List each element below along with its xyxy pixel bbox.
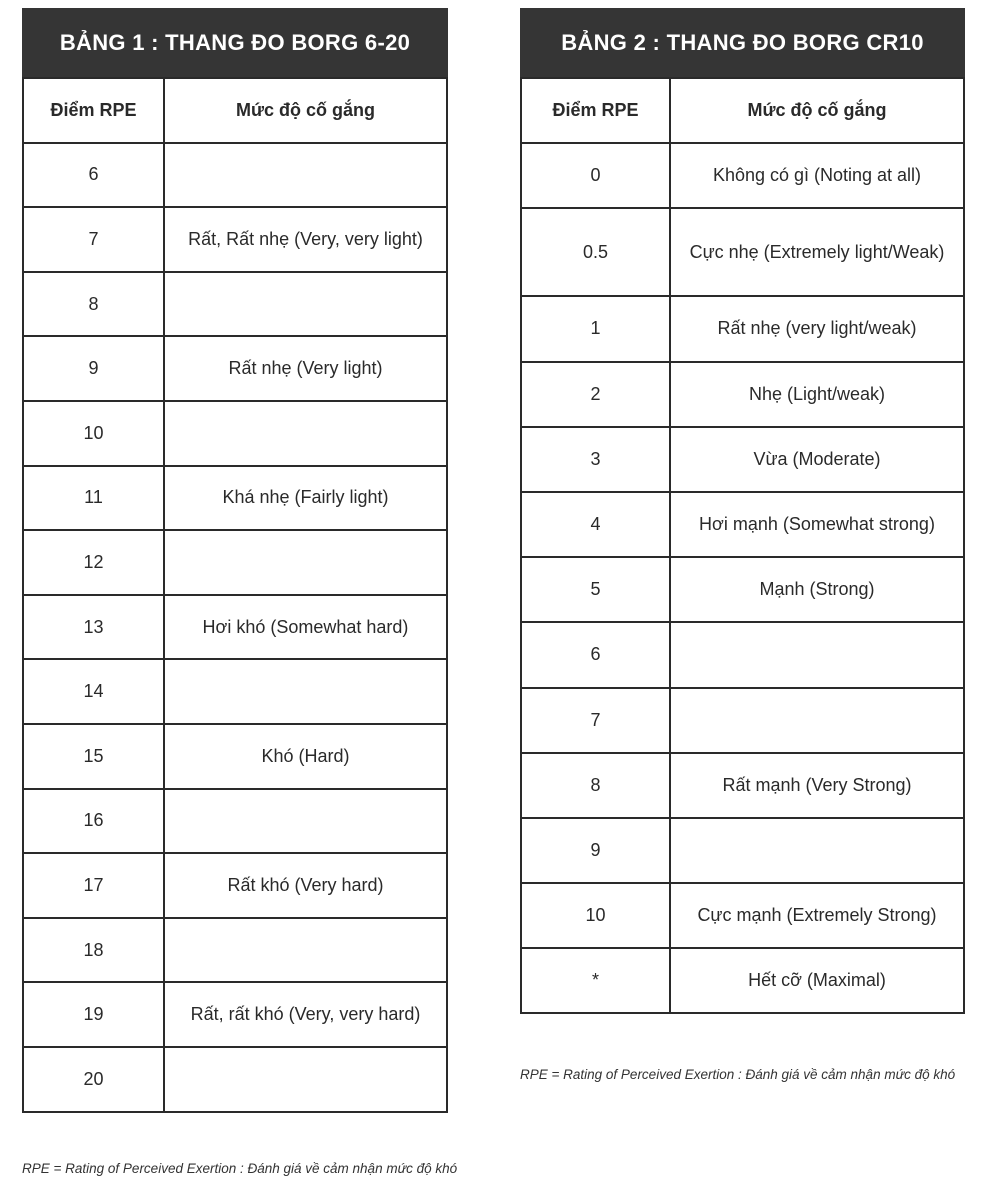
rpe-score-cell: 8: [23, 272, 164, 337]
rpe-score-cell: 4: [521, 492, 670, 557]
rpe-score-cell: 16: [23, 789, 164, 854]
effort-level-cell: Mạnh (Strong): [670, 557, 964, 622]
table-row: [23, 466, 447, 531]
effort-level-cell: Không có gì (Noting at all): [670, 143, 964, 208]
effort-level-cell: Khó (Hard): [164, 724, 447, 789]
effort-level-cell: [670, 688, 964, 753]
footnote: RPE = Rating of Perceived Exertion : Đánh giá về cảm nhận mức độ khó: [520, 1067, 956, 1082]
rpe-score-cell: 11: [23, 466, 164, 531]
table-row: [521, 948, 964, 1013]
table-row: [521, 622, 964, 687]
table-row: [521, 883, 964, 948]
table-row: [23, 401, 447, 466]
effort-level-cell: Rất nhẹ (Very light): [164, 336, 447, 401]
effort-level-cell: [164, 143, 447, 208]
table-row: [23, 789, 447, 854]
table-row: [521, 688, 964, 753]
table-row: [23, 530, 447, 595]
rpe-score-cell: 7: [521, 688, 670, 753]
rpe-score-cell: 0.5: [521, 208, 670, 296]
effort-level-cell: [164, 789, 447, 854]
rpe-score-cell: 10: [23, 401, 164, 466]
effort-level-cell: Vừa (Moderate): [670, 427, 964, 492]
table-grid: [520, 77, 965, 1014]
rpe-score-cell: 18: [23, 918, 164, 983]
borg-6-20-table: [22, 8, 448, 1113]
rpe-score-cell: 17: [23, 853, 164, 918]
effort-level-cell: Hơi khó (Somewhat hard): [164, 595, 447, 660]
effort-level-cell: [164, 401, 447, 466]
rpe-score-cell: 20: [23, 1047, 164, 1112]
table-row: [23, 595, 447, 660]
rpe-score-cell: 7: [23, 207, 164, 272]
column-header-rpe: Điểm RPE: [521, 78, 670, 143]
table-row: [23, 336, 447, 401]
rpe-score-cell: 15: [23, 724, 164, 789]
effort-level-cell: [164, 272, 447, 337]
effort-level-cell: Khá nhẹ (Fairly light): [164, 466, 447, 531]
table-row: [23, 659, 447, 724]
effort-level-cell: Rất mạnh (Very Strong): [670, 753, 964, 818]
effort-level-cell: Rất khó (Very hard): [164, 853, 447, 918]
effort-level-cell: Cực mạnh (Extremely Strong): [670, 883, 964, 948]
effort-level-cell: Nhẹ (Light/weak): [670, 362, 964, 427]
header-row: [521, 78, 964, 143]
table-row: [521, 208, 964, 296]
effort-level-cell: [164, 1047, 447, 1112]
effort-level-cell: [670, 818, 964, 883]
footnote: RPE = Rating of Perceived Exertion : Đánh giá về cảm nhận mức độ khó: [22, 1161, 458, 1176]
rpe-score-cell: 2: [521, 362, 670, 427]
rpe-score-cell: 19: [23, 982, 164, 1047]
rpe-score-cell: 8: [521, 753, 670, 818]
column-header-effort: Mức độ cố gắng: [670, 78, 964, 143]
table-row: [23, 853, 447, 918]
effort-level-cell: Rất, rất khó (Very, very hard): [164, 982, 447, 1047]
table-row: [23, 207, 447, 272]
table-row: [23, 143, 447, 208]
borg-cr10-table: [520, 8, 965, 1014]
effort-level-cell: Rất nhẹ (very light/weak): [670, 296, 964, 361]
rpe-score-cell: 5: [521, 557, 670, 622]
effort-level-cell: [164, 918, 447, 983]
column-header-effort: Mức độ cố gắng: [164, 78, 447, 143]
table-row: [521, 753, 964, 818]
effort-level-cell: Hơi mạnh (Somewhat strong): [670, 492, 964, 557]
rpe-score-cell: 12: [23, 530, 164, 595]
table-row: [23, 724, 447, 789]
rpe-score-cell: 0: [521, 143, 670, 208]
table-row: [521, 557, 964, 622]
table-row: [521, 296, 964, 361]
effort-level-cell: Rất, Rất nhẹ (Very, very light): [164, 207, 447, 272]
table-row: [23, 1047, 447, 1112]
table-title: BẢNG 2 : THANG ĐO BORG CR10: [520, 8, 965, 77]
rpe-score-cell: 1: [521, 296, 670, 361]
table-title: BẢNG 1 : THANG ĐO BORG 6-20: [22, 8, 448, 77]
table-row: [521, 362, 964, 427]
table-row: [23, 272, 447, 337]
rpe-score-cell: 3: [521, 427, 670, 492]
rpe-score-cell: 6: [23, 143, 164, 208]
rpe-score-cell: *: [521, 948, 670, 1013]
table-row: [521, 427, 964, 492]
rpe-score-cell: 10: [521, 883, 670, 948]
table-row: [521, 492, 964, 557]
effort-level-cell: [164, 659, 447, 724]
effort-level-cell: Cực nhẹ (Extremely light/Weak): [670, 208, 964, 296]
rpe-score-cell: 9: [23, 336, 164, 401]
table-row: [23, 918, 447, 983]
table-grid: [22, 77, 448, 1113]
rpe-score-cell: 14: [23, 659, 164, 724]
header-row: [23, 78, 447, 143]
rpe-score-cell: 9: [521, 818, 670, 883]
effort-level-cell: [670, 622, 964, 687]
rpe-score-cell: 6: [521, 622, 670, 687]
effort-level-cell: Hết cỡ (Maximal): [670, 948, 964, 1013]
column-header-rpe: Điểm RPE: [23, 78, 164, 143]
rpe-score-cell: 13: [23, 595, 164, 660]
table-row: [23, 982, 447, 1047]
table-row: [521, 143, 964, 208]
table-row: [521, 818, 964, 883]
effort-level-cell: [164, 530, 447, 595]
